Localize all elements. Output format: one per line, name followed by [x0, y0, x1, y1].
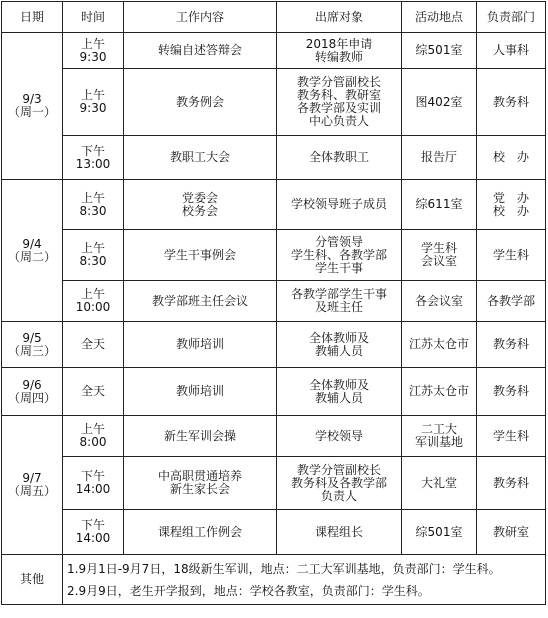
time-cell: 上午 8:30: [63, 230, 124, 281]
time-cell: 下午 14:00: [63, 457, 124, 510]
place-cell: 学生科 会议室: [402, 230, 477, 281]
dept-cell: 学生科: [477, 416, 546, 457]
attendees-cell: 各教学部学生干事 及班主任: [277, 281, 402, 322]
place-cell: 图402室: [402, 69, 477, 136]
time-cell: 上午 9:30: [63, 33, 124, 69]
dept-cell: 教研室: [477, 510, 546, 555]
content-cell: 中高职贯通培养 新生家长会: [124, 457, 277, 510]
content-cell: 教学部班主任会议: [124, 281, 277, 322]
time-cell: 上午 9:30: [63, 69, 124, 136]
table-row: [2, 33, 546, 69]
content-cell: 教职工大会: [124, 136, 277, 180]
place-cell: 综501室: [402, 33, 477, 69]
date-cell: 9/5 （周三）: [2, 322, 63, 368]
attendees-cell: 2018年申请 转编教师: [277, 33, 402, 69]
time-cell: 上午 10:00: [63, 281, 124, 322]
attendees-cell: 教学分管副校长 教务科及各教学部 负责人: [277, 457, 402, 510]
table-row: [2, 230, 546, 281]
attendees-cell: 全体教职工: [277, 136, 402, 180]
table-row: [2, 136, 546, 180]
time-cell: 下午 14:00: [63, 510, 124, 555]
other-notes: [63, 555, 546, 605]
other-row: [2, 555, 546, 605]
dept-cell: 教务科: [477, 457, 546, 510]
date-cell: 9/3 （周一）: [2, 33, 63, 180]
dept-cell: 人事科: [477, 33, 546, 69]
attendees-cell: 学校领导: [277, 416, 402, 457]
content-cell: 教务例会: [124, 69, 277, 136]
header-date: 日期: [2, 2, 63, 33]
date-cell: 9/4 （周二）: [2, 180, 63, 322]
attendees-cell: 课程组长: [277, 510, 402, 555]
content-cell: 转编自述答辩会: [124, 33, 277, 69]
schedule-table: [1, 1, 546, 605]
content-cell: 党委会 校务会: [124, 180, 277, 230]
content-cell: 教师培训: [124, 322, 277, 368]
date-cell: 9/7 （周五）: [2, 416, 63, 555]
place-cell: 二工大 军训基地: [402, 416, 477, 457]
place-cell: 大礼堂: [402, 457, 477, 510]
dept-cell: 教务科: [477, 322, 546, 368]
content-cell: 教师培训: [124, 368, 277, 416]
dept-cell: 教务科: [477, 69, 546, 136]
table-row: [2, 368, 546, 416]
place-cell: 江苏太仓市: [402, 322, 477, 368]
place-cell: 综501室: [402, 510, 477, 555]
place-cell: 报告厅: [402, 136, 477, 180]
dept-cell: 校 办: [477, 136, 546, 180]
dept-cell: 教务科: [477, 368, 546, 416]
time-cell: 上午 8:30: [63, 180, 124, 230]
place-cell: 综611室: [402, 180, 477, 230]
time-cell: 全天: [63, 322, 124, 368]
header-place: 活动地点: [402, 2, 477, 33]
attendees-cell: 全体教师及 教辅人员: [277, 368, 402, 416]
header-row: [2, 2, 546, 33]
header-content: 工作内容: [124, 2, 277, 33]
content-cell: 学生干事例会: [124, 230, 277, 281]
header-dept: 负责部门: [477, 2, 546, 33]
time-cell: 下午 13:00: [63, 136, 124, 180]
other-label: 其他: [2, 555, 63, 605]
other-note-line: 1.9月1日-9月7日，18级新生军训，地点：二工大军训基地，负责部门：学生科。: [67, 561, 501, 576]
table-row: [2, 281, 546, 322]
content-cell: 新生军训会操: [124, 416, 277, 457]
dept-cell: 党 办 校 办: [477, 180, 546, 230]
time-cell: 上午 8:00: [63, 416, 124, 457]
header-attendees: 出席对象: [277, 2, 402, 33]
date-cell: 9/6 （周四）: [2, 368, 63, 416]
other-note-line: 2.9月9日，老生开学报到，地点：学校各教室，负责部门：学生科。: [67, 583, 430, 598]
dept-cell: 学生科: [477, 230, 546, 281]
attendees-cell: 全体教师及 教辅人员: [277, 322, 402, 368]
table-row: [2, 180, 546, 230]
place-cell: 江苏太仓市: [402, 368, 477, 416]
table-row: [2, 457, 546, 510]
place-cell: 各会议室: [402, 281, 477, 322]
table-row: [2, 69, 546, 136]
attendees-cell: 学校领导班子成员: [277, 180, 402, 230]
dept-cell: 各教学部: [477, 281, 546, 322]
table-row: [2, 510, 546, 555]
header-time: 时间: [63, 2, 124, 33]
time-cell: 全天: [63, 368, 124, 416]
attendees-cell: 教学分管副校长 教务科、教研室 各教学部及实训 中心负责人: [277, 69, 402, 136]
content-cell: 课程组工作例会: [124, 510, 277, 555]
table-row: [2, 416, 546, 457]
table-row: [2, 322, 546, 368]
attendees-cell: 分管领导 学生科、各教学部 学生干事: [277, 230, 402, 281]
